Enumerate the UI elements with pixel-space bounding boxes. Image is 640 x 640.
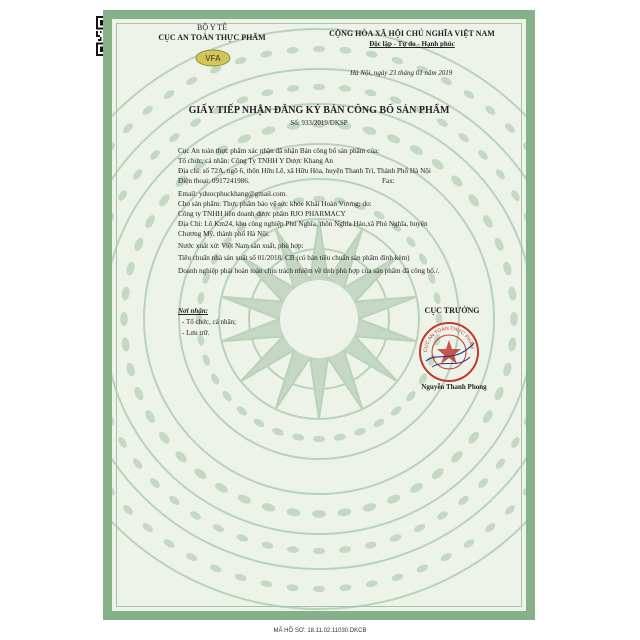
document-title: GIẤY TIẾP NHẬN ĐĂNG KÝ BẢN CÔNG BỐ SẢN PHẨM bbox=[188, 105, 450, 116]
document-code: MÃ HỒ SƠ: 18.11.02.11030.DKCB bbox=[273, 628, 367, 634]
nation-title: CỘNG HÒA XÃ HỘI CHỦ NGHĨA VIỆT NAM bbox=[329, 29, 495, 38]
date-place: Hà Nội, ngày 23 tháng 01 năm 2019 bbox=[350, 69, 453, 77]
svg-text:VFA: VFA bbox=[205, 54, 221, 63]
signer-title: CỤC TRƯỞNG bbox=[424, 306, 480, 315]
vfa-logo-icon bbox=[194, 49, 232, 67]
body-line: Tiêu chuẩn nhà sản xuất số 01/2018/ CB (có bản tiêu chuẩn sản phẩm đính kèm) bbox=[178, 254, 410, 262]
official-stamp-icon bbox=[418, 321, 480, 383]
certificate bbox=[103, 10, 535, 620]
body-line: Công ty TNHH liên doanh dược phẩm RJO PHARMACY bbox=[178, 210, 346, 218]
body-line: Doanh nghiệp phải hoàn toàn chịu trách nhiệm về tính phù hợp của sản phẩm đã công bố./. bbox=[178, 267, 440, 275]
body-line: Điện thoại: 0917241986. bbox=[178, 177, 250, 185]
body-line: Cho sản phẩm: Thực phẩm bảo vệ sức khỏe Khải Hoàn Vương; do: bbox=[178, 200, 372, 208]
body-line: Chương Mỹ, thành phố Hà Nội. bbox=[178, 230, 270, 238]
body-line: Địa Chỉ: Lô Km24, khu công nghiệp Phú Nghĩa, thôn Nghĩa Hảo,xã Phú Nghĩa, huyện bbox=[178, 220, 428, 228]
body-line: Email: yduocphuckhang@gmail.com. bbox=[178, 190, 288, 198]
ministry-name: BỘ Y TẾ bbox=[197, 23, 227, 32]
body-line: Nước xuất xứ: Việt Nam sản xuất, phù hợp: bbox=[178, 242, 304, 250]
fax-label: Fax: bbox=[382, 177, 395, 185]
recipients-heading: Nơi nhận: bbox=[178, 307, 209, 315]
body-line: Tổ chức, cá nhân: Công Ty TNHH Y Dược Khang An bbox=[178, 157, 334, 165]
recipient-item: - Tổ chức, cá nhân; bbox=[182, 318, 237, 326]
agency-name: CỤC AN TOÀN THỰC PHẨM bbox=[158, 33, 266, 42]
body-line: Địa chỉ: số 72A, ngõ 6, thôn Hữu Lê, xã Hữu Hòa, huyện Thanh Trì, Thành Phố Hà Nội bbox=[178, 167, 431, 175]
svg-text:CỤC AN TOÀN THỰC PHẨM: CỤC AN TOÀN THỰC PHẨM bbox=[422, 325, 475, 353]
body-line: Cục An toàn thực phẩm xác nhận đã nhận Bản công bố sản phẩm của: bbox=[178, 147, 380, 155]
document-number: Số: 933/2019/ĐKSP bbox=[290, 119, 348, 127]
motto: Độc lập - Tự do - Hạnh phúc bbox=[369, 40, 455, 48]
signer-name: Nguyễn Thanh Phong bbox=[421, 383, 487, 391]
recipient-item: - Lưu trữ. bbox=[182, 329, 210, 337]
